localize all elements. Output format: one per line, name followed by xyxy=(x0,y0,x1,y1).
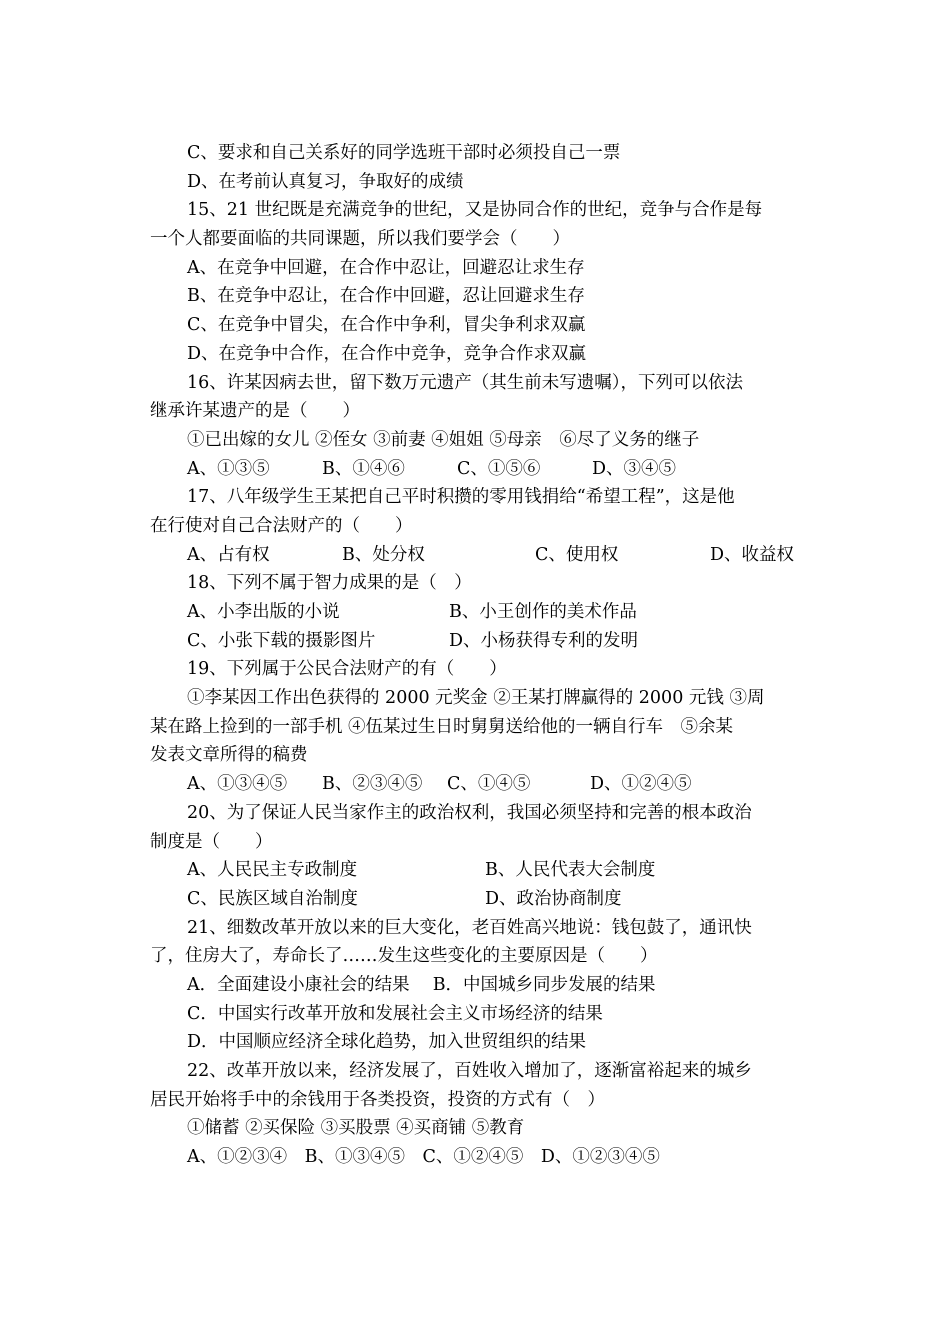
q18-options-ab xyxy=(150,598,820,627)
q22-items: ①储蓄 ②买保险 ③买股票 ④买商铺 ⑤教育 xyxy=(187,1118,525,1139)
q16-items: ①已出嫁的女儿 ②侄女 ③前妻 ④姐姐 ⑤母亲 ⑥尽了义务的继子 xyxy=(187,429,700,450)
q15-option-c: C、在竞争中冒尖，在合作中争利，冒尖争利求双赢 xyxy=(187,315,586,336)
q16-option-a: A、①③⑤ xyxy=(187,458,270,479)
q20-option-a: A、人民民主专政制度 xyxy=(187,860,358,881)
q18-option-b: B、小王创作的美术作品 xyxy=(449,602,637,622)
q20-option-d: D、政治协商制度 xyxy=(485,888,622,909)
q16-option-b: B、①④⑥ xyxy=(322,458,405,479)
q15-stem-2: 一个人都要面临的共同课题，所以我们要学会（ ） xyxy=(150,229,570,250)
q15-option-b: B、在竞争中忍让，在合作中回避，忍让回避求生存 xyxy=(187,286,585,307)
q21-stem-1: 21、细数改革开放以来的巨大变化，老百姓高兴地说：钱包鼓了，通讯快 xyxy=(187,917,752,938)
q17-option-d: D、收益权 xyxy=(710,544,795,565)
q20-options-cd xyxy=(150,885,820,914)
q18-stem: 18、下列不属于智力成果的是（ ） xyxy=(187,573,472,594)
q17-stem-1: 17、八年级学生王某把自己平时积攒的零用钱捐给“希望工程”，这是他 xyxy=(187,487,735,508)
question-text xyxy=(150,139,820,1172)
q19-options xyxy=(150,770,820,799)
q14-option-d: D、在考前认真复习，争取好的成绩 xyxy=(187,171,464,192)
q17-options xyxy=(150,541,820,570)
q18-option-c: C、小张下载的摄影图片 xyxy=(187,630,376,651)
q17-option-b: B、处分权 xyxy=(342,544,425,565)
q14-option-c: C、要求和自己关系好的同学选班干部时必须投自己一票 xyxy=(187,143,621,163)
q21-options-ab: A．全面建设小康社会的结果 B．中国城乡同步发展的结果 xyxy=(187,974,656,995)
q17-option-a: A、占有权 xyxy=(187,544,270,565)
q15-option-d: D、在竞争中合作，在合作中竞争，竞争合作求双赢 xyxy=(187,343,587,364)
q15-stem-1: 15、21 世纪既是充满竞争的世纪，又是协同合作的世纪，竞争与合作是每 xyxy=(187,200,763,221)
q16-stem-2: 继承许某遗产的是（ ） xyxy=(150,401,360,422)
q18-option-a: A、小李出版的小说 xyxy=(187,602,340,622)
q19-items-2: 某在路上捡到的一部手机 ④伍某过生日时舅舅送给他的一辆自行车 ⑤余某 xyxy=(150,716,734,737)
q19-option-a: A、①③④⑤ xyxy=(187,774,288,795)
q20-stem-1: 20、为了保证人民当家作主的政治权利，我国必须坚持和完善的根本政治 xyxy=(187,802,752,823)
q22-stem-2: 居民开始将手中的余钱用于各类投资，投资的方式有（ ） xyxy=(150,1089,605,1110)
q20-option-b: B、人民代表大会制度 xyxy=(485,860,656,881)
q19-option-b: B、②③④⑤ xyxy=(322,774,423,795)
q21-option-c: C．中国实行改革开放和发展社会主义市场经济的结果 xyxy=(187,1003,603,1024)
q17-stem-2: 在行使对自己合法财产的（ ） xyxy=(150,515,413,536)
q19-option-d: D、①②④⑤ xyxy=(590,774,692,795)
q19-items-1: ①李某因工作出色获得的 2000 元奖金 ②王某打牌赢得的 2000 元钱 ③周 xyxy=(187,688,765,709)
q18-option-d: D、小杨获得专利的发明 xyxy=(449,630,639,651)
q21-stem-2: 了，住房大了，寿命长了……发生这些变化的主要原因是（ ） xyxy=(150,946,658,967)
q20-stem-2: 制度是（ ） xyxy=(150,831,273,852)
q16-stem-1: 16、许某因病去世，留下数万元遗产（其生前未写遗嘱），下列可以依法 xyxy=(187,372,744,393)
q17-option-c: C、使用权 xyxy=(535,544,619,565)
q20-option-c: C、民族区域自治制度 xyxy=(187,888,358,909)
q19-option-c: C、①④⑤ xyxy=(447,774,531,795)
q16-options xyxy=(150,455,820,484)
q16-option-c: C、①⑤⑥ xyxy=(457,458,541,479)
q19-items-3: 发表文章所得的稿费 xyxy=(150,745,308,766)
q22-stem-1: 22、改革开放以来，经济发展了，百姓收入增加了，逐渐富裕起来的城乡 xyxy=(187,1061,752,1081)
q20-options-ab xyxy=(150,856,820,885)
q21-option-d: D．中国顺应经济全球化趋势，加入世贸组织的结果 xyxy=(187,1032,587,1053)
q18-options-cd xyxy=(150,627,820,656)
q19-stem: 19、下列属于公民合法财产的有（ ） xyxy=(187,659,507,680)
q22-options: A、①②③④ B、①③④⑤ C、①②④⑤ D、①②③④⑤ xyxy=(187,1147,660,1168)
q15-option-a: A、在竞争中回避，在合作中忍让，回避忍让求生存 xyxy=(187,257,585,278)
q16-option-d: D、③④⑤ xyxy=(592,458,677,479)
